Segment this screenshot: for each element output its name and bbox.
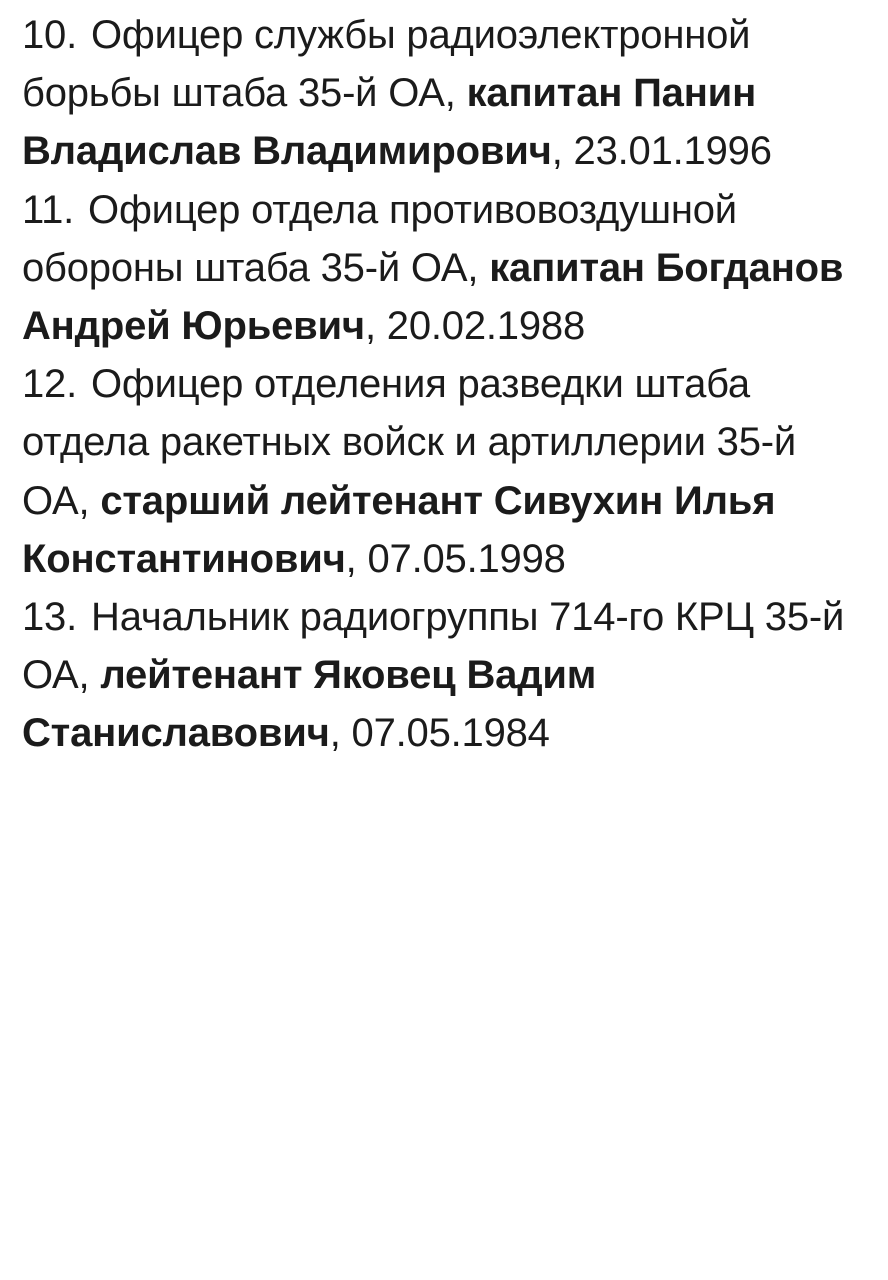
entry-number: 11. xyxy=(22,187,75,232)
entry-rank-name: старший лейтенант Сивухин Илья Константинович xyxy=(22,478,776,581)
entry-role: Начальник радиогруппы 714-го КРЦ 35-й ОА, xyxy=(22,594,845,698)
list-item xyxy=(22,355,848,588)
entry-role: Офицер службы радиоэлектронной борьбы штаба 35-й ОА, xyxy=(22,13,751,116)
entry-role: Офицер отделения разведки штаба отдела ракетных войск и артиллерии 35-й ОА, xyxy=(22,362,797,523)
entry-date: 07.05.1998 xyxy=(367,536,566,581)
entry-comma: , xyxy=(364,303,376,348)
entry-comma: , xyxy=(345,536,357,581)
entry-number: 12. xyxy=(22,362,78,407)
entry-number: 10. xyxy=(22,13,78,57)
entry-rank-name: капитан Богданов Андрей Юрьевич xyxy=(22,245,844,348)
entry-date: 20.02.1988 xyxy=(386,303,585,348)
list-item xyxy=(22,588,848,763)
entry-comma: , xyxy=(329,711,341,756)
entry-number: 13. xyxy=(22,594,78,639)
entry-comma: , xyxy=(551,129,563,174)
list-item xyxy=(22,181,848,356)
entry-rank-name: лейтенант Яковец Вадим Станиславович xyxy=(22,653,597,756)
list-item xyxy=(22,6,848,181)
entry-rank-name: капитан Панин Владислав Владимирович xyxy=(22,71,757,174)
entry-date: 23.01.1996 xyxy=(573,129,772,174)
entry-role: Офицер отдела противовоздушной обороны штаба 35-й ОА, xyxy=(22,187,737,290)
entry-date: 07.05.1984 xyxy=(351,711,550,756)
numbered-entry-list xyxy=(22,6,848,762)
